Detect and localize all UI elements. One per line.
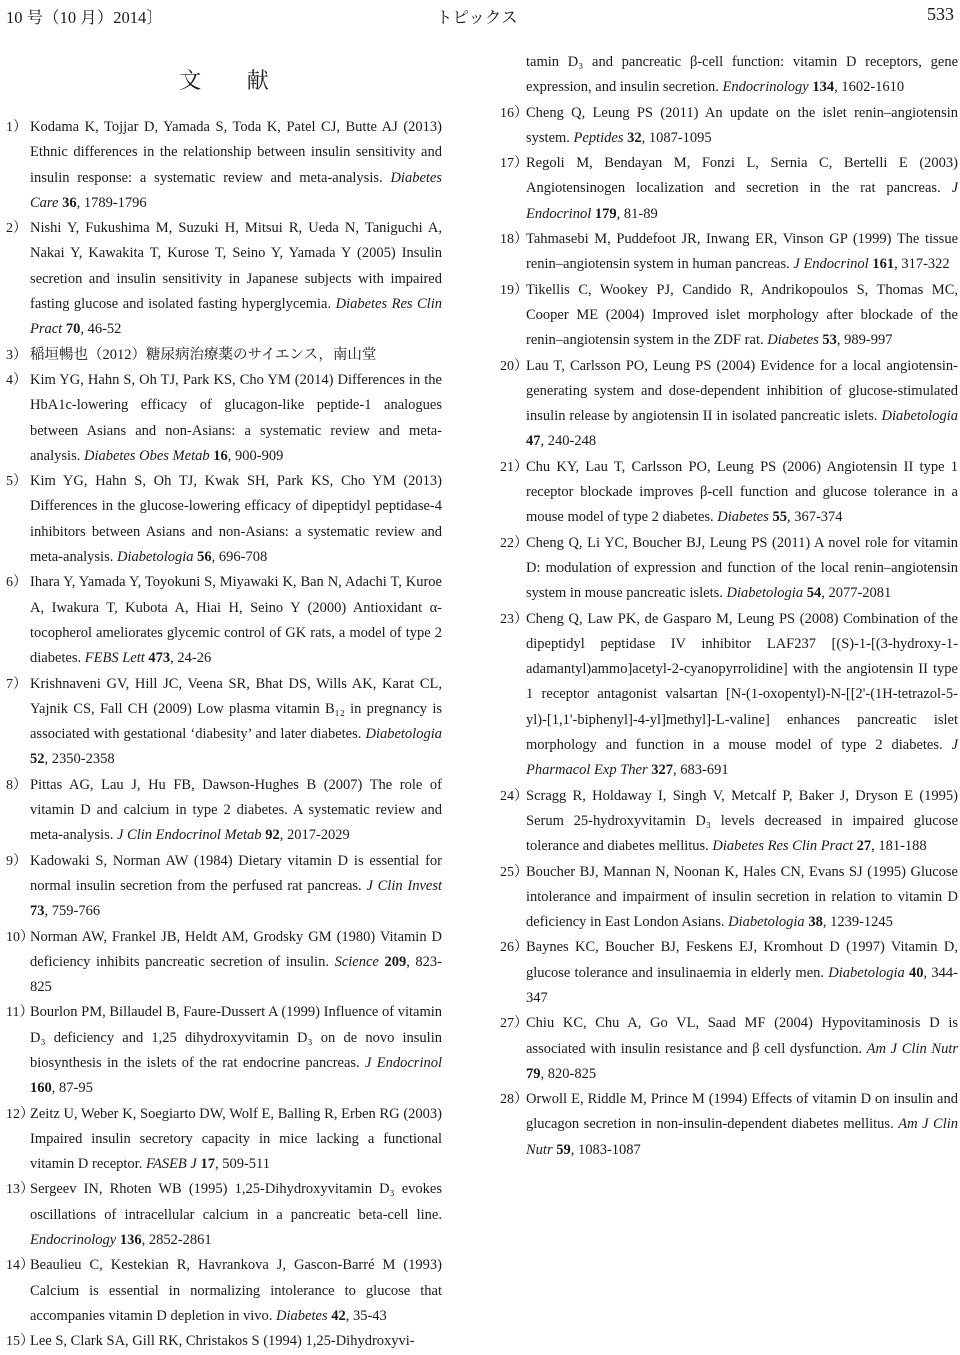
reference-item bbox=[6, 469, 442, 570]
reference-item bbox=[500, 455, 958, 531]
reference-text: tamin D₃ and pancreatic β-cell function: vitamin D receptors, gene expression, and insulin secretion. bbox=[526, 54, 958, 96]
reference-list-right bbox=[500, 101, 958, 1163]
reference-number: 17） bbox=[500, 156, 528, 172]
reference-text: Scragg R, Holdaway I, Singh V, Metcalf P, Baker J, Dryson E (1995) Serum 25-hydroxyvitamin D₃ levels decreased in impaired glucose tolerance and diabetes mellitus. bbox=[526, 787, 958, 855]
journal-volume: 136 bbox=[119, 1232, 142, 1249]
journal-pages: , 509-511 bbox=[214, 1156, 271, 1173]
journal-volume: 160 bbox=[30, 1080, 52, 1097]
journal-pages: , 2350-2358 bbox=[44, 751, 115, 768]
journal-name: Endocrinology bbox=[722, 79, 809, 96]
journal-name: Peptides bbox=[573, 129, 624, 146]
reference-number: 7） bbox=[6, 676, 27, 692]
journal-pages: , 24-26 bbox=[170, 650, 212, 667]
reference-item bbox=[6, 1000, 442, 1101]
journal-volume: 59 bbox=[556, 1141, 571, 1158]
reference-text: Tahmasebi M, Puddefoot JR, Inwang ER, Vinson GP (1999) The tissue renin–angiotensin system in human pancreas. bbox=[526, 231, 958, 273]
reference-number: 26） bbox=[500, 940, 528, 956]
journal-volume: 70 bbox=[65, 321, 81, 338]
journal-volume: 47 bbox=[526, 433, 541, 450]
reference-number: 2） bbox=[6, 221, 27, 237]
reference-number: 8） bbox=[6, 777, 27, 793]
journal-name: J Endocrinol bbox=[365, 1054, 443, 1071]
reference-text: Baynes KC, Boucher BJ, Feskens EJ, Kromhout D (1997) Vitamin D, glucose tolerance and insulinaemia in elderly men. bbox=[526, 939, 958, 981]
reference-text: 稲垣暢也（2012）糖尿病治療薬のサイエンス，南山堂 bbox=[30, 346, 377, 363]
reference-item bbox=[6, 368, 442, 469]
journal-pages: , 1789-1796 bbox=[76, 194, 147, 211]
journal-volume: 36 bbox=[62, 194, 77, 211]
reference-text: Kim YG, Hahn S, Oh TJ, Kwak SH, Park KS, Cho YM (2013) Differences in the glucose-lowering efficacy of dipeptidyl peptidase-4 inhibitors between Asians and non-Asians: a systematic review and meta-analysis. bbox=[30, 473, 442, 566]
reference-item bbox=[6, 1102, 442, 1178]
reference-number: 5） bbox=[6, 474, 27, 490]
journal-volume: 327 bbox=[651, 762, 673, 779]
journal-pages: , 1239-1245 bbox=[822, 914, 893, 931]
section-label: トピックス bbox=[436, 8, 518, 27]
reference-number: 9） bbox=[6, 853, 27, 869]
journal-pages: , 1087-1095 bbox=[641, 129, 712, 146]
reference-number: 23） bbox=[500, 611, 528, 627]
journal-pages: , 820-825 bbox=[540, 1065, 597, 1082]
journal-name: Diabetes Res Clin Pract bbox=[30, 296, 442, 338]
journal-volume: 52 bbox=[30, 751, 45, 768]
journal-name: J Pharmacol Exp Ther bbox=[526, 737, 958, 779]
reference-item bbox=[6, 1253, 442, 1329]
journal-name: Endocrinology bbox=[30, 1232, 117, 1249]
reference-item bbox=[6, 115, 442, 216]
reference-number: 19） bbox=[500, 282, 528, 298]
reference-number: 6） bbox=[6, 575, 27, 591]
reference-number: 27） bbox=[500, 1016, 528, 1032]
reference-list-left bbox=[6, 115, 442, 1355]
reference-text: Kodama K, Tojjar D, Yamada S, Toda K, Patel CJ, Butte AJ (2013) Ethnic differences in the relationship between insulin sensitivity and insulin response: a systematic review and meta-analysis. bbox=[30, 119, 442, 186]
reference-item bbox=[6, 925, 442, 1001]
reference-item bbox=[6, 773, 442, 849]
journal-name: Diabetes bbox=[276, 1307, 328, 1324]
reference-number: 20） bbox=[500, 358, 528, 374]
reference-number: 16） bbox=[500, 105, 528, 121]
journal-volume: 209 bbox=[384, 953, 407, 970]
reference-text: Tikellis C, Wookey PJ, Candido R, Andrikopoulos S, Thomas MC, Cooper ME (2004) Improved islet morphology after blockade of the renin–angiotensin system in the ZDF rat. bbox=[526, 281, 958, 349]
journal-pages: , 2852-2861 bbox=[141, 1232, 212, 1249]
journal-name: Am J Clin Nutr bbox=[866, 1040, 959, 1057]
reference-number: 11） bbox=[6, 1005, 34, 1021]
reference-number: 22） bbox=[500, 535, 528, 551]
reference-text: Chu KY, Lau T, Carlsson PO, Leung PS (2006) Angiotensin II type 1 receptor blockade improves β-cell function and glucose tolerance in a mouse model of type 2 diabetes. bbox=[526, 458, 958, 526]
reference-text: Cheng Q, Li YC, Boucher BJ, Leung PS (2011) A novel role for vitamin D: modulation of expression and function of the local renin–angiotensin system in mouse pancreatic islets. bbox=[526, 534, 958, 602]
journal-volume: 54 bbox=[806, 585, 822, 602]
reference-number: 3） bbox=[6, 347, 27, 363]
reference-item bbox=[6, 849, 442, 925]
journal-volume: 134 bbox=[812, 79, 835, 96]
reference-item bbox=[500, 860, 958, 936]
journal-name: Diabetologia bbox=[116, 549, 194, 566]
reference-text: Beaulieu C, Kestekian R, Havrankova J, Gascon-Barré M (1993) Calcium is essential in normalizing intolerance to glucose that accompanies vitamin D depletion in vivo. bbox=[30, 1257, 442, 1324]
reference-text: Kim YG, Hahn S, Oh TJ, Park KS, Cho YM (2014) Differences in the HbA1c-lowering efficacy of glucagon-like peptide-1 analogues between Asians and non-Asians: a systematic review and meta-analysis. bbox=[30, 371, 442, 464]
reference-item bbox=[500, 354, 958, 455]
reference-item bbox=[500, 607, 958, 784]
reference-item bbox=[6, 1329, 442, 1354]
reference-number: 13） bbox=[6, 1182, 34, 1198]
journal-name: J Clin Endocrinol Metab bbox=[116, 827, 262, 844]
reference-continuation bbox=[500, 50, 958, 101]
journal-volume: 16 bbox=[213, 447, 228, 464]
reference-number: 12） bbox=[6, 1106, 34, 1122]
reference-number: 1） bbox=[6, 120, 27, 135]
reference-number: 25） bbox=[500, 864, 528, 880]
issue-label: 10 号（10 月）2014〕 bbox=[6, 8, 163, 27]
journal-pages: , 87-95 bbox=[51, 1080, 93, 1097]
right-column bbox=[500, 50, 958, 1163]
journal-name: FASEB J bbox=[145, 1156, 197, 1173]
reference-item bbox=[6, 672, 442, 773]
journal-volume: 73 bbox=[30, 903, 45, 920]
journal-pages: , 240-248 bbox=[540, 433, 597, 450]
reference-item bbox=[6, 216, 442, 342]
journal-name: J Clin Invest bbox=[366, 877, 442, 894]
journal-name: Am J Clin Nutr bbox=[526, 1116, 959, 1158]
journal-volume: 27 bbox=[856, 838, 872, 855]
reference-text: Kadowaki S, Norman AW (1984) Dietary vitamin D is essential for normal insulin secretion from the perfused rat pancreas. bbox=[30, 852, 442, 894]
journal-pages: , 823-825 bbox=[30, 953, 443, 996]
reference-number: 28） bbox=[500, 1092, 528, 1108]
journal-volume: 17 bbox=[200, 1156, 215, 1173]
reference-number: 10） bbox=[6, 929, 34, 945]
journal-pages: , 344-347 bbox=[526, 964, 958, 1006]
reference-item bbox=[6, 1177, 442, 1253]
journal-name: Diabetologia bbox=[365, 726, 442, 743]
reference-item bbox=[500, 151, 958, 227]
journal-pages: , 1083-1087 bbox=[570, 1141, 641, 1158]
reference-number: 14） bbox=[6, 1258, 34, 1274]
reference-item bbox=[500, 784, 958, 860]
journal-pages: , 2077-2081 bbox=[821, 585, 892, 602]
journal-name: Diabetologia bbox=[828, 964, 905, 981]
reference-text: Norman AW, Frankel JB, Heldt AM, Grodsky GM (1980) Vitamin D deficiency inhibits pancreatic secretion of insulin. bbox=[30, 928, 442, 970]
journal-name: Diabetologia bbox=[728, 914, 805, 931]
reference-number: 21） bbox=[500, 459, 528, 475]
reference-text: Boucher BJ, Mannan N, Noonan K, Hales CN, Evans SJ (1995) Glucose intolerance and impairment of insulin secretion in relation to vitamin D deficiency in East London Asians. bbox=[526, 863, 958, 931]
journal-volume: 79 bbox=[526, 1065, 541, 1082]
reference-number: 18） bbox=[500, 232, 528, 248]
journal-name: Diabetes Care bbox=[30, 169, 442, 211]
reference-number: 24） bbox=[500, 788, 528, 804]
journal-volume: 42 bbox=[331, 1307, 346, 1324]
reference-text: Orwoll E, Riddle M, Prince M (1994) Effects of vitamin D on insulin and glucagon secretion in non-insulin-dependent diabetes mellitus. bbox=[526, 1091, 958, 1133]
journal-pages: , 35-43 bbox=[345, 1307, 387, 1324]
journal-pages: , 696-708 bbox=[211, 549, 268, 566]
reference-text: Sergeev IN, Rhoten WB (1995) 1,25-Dihydroxyvitamin D₃ evokes oscillations of intracellular calcium in a pancreatic beta-cell line. bbox=[30, 1181, 442, 1223]
journal-pages: , 181-188 bbox=[871, 838, 927, 855]
reference-text: Zeitz U, Weber K, Soegiarto DW, Wolf E, Balling R, Erben RG (2003) Impaired insulin secretory capacity in mice lacking a functional vitamin D receptor. bbox=[30, 1105, 442, 1173]
reference-text: Cheng Q, Law PK, de Gasparo M, Leung PS (2008) Combination of the dipeptidyl peptidase IV inhibitor LAF237 [(S)-1-[(3-hydroxy-1-adamantyl)ammo]acetyl-2-cyanopyrrolidine] with the angiotensin II type 1 receptor antagonist valsartan [N-(1-oxopentyl)-N-[[2'-(1H-tetrazol-5-yl)-[1,1'-biphenyl]-4-yl]methyl]-L-valine] enhances pancreatic islet morphology and function in a mouse model of type 2 diabetes. bbox=[526, 610, 958, 754]
journal-volume: 32 bbox=[627, 129, 642, 146]
reference-item bbox=[500, 227, 958, 278]
journal-volume: 92 bbox=[265, 827, 280, 844]
reference-item bbox=[500, 278, 958, 354]
reference-item bbox=[6, 343, 442, 368]
journal-pages: , 81-89 bbox=[616, 205, 658, 222]
page-number: 533 bbox=[927, 4, 954, 24]
reference-number: 15） bbox=[6, 1334, 34, 1350]
journal-name: Diabetes bbox=[717, 509, 769, 526]
running-header bbox=[0, 0, 960, 34]
reference-item bbox=[500, 531, 958, 607]
reference-text: Pittas AG, Lau J, Hu FB, Dawson-Hughes B (2007) The role of vitamin D and calcium in type 2 diabetes. A systematic review and meta-analysis. bbox=[30, 776, 442, 844]
journal-name: Science bbox=[334, 953, 379, 970]
left-column bbox=[6, 48, 442, 1355]
journal-pages: , 759-766 bbox=[44, 903, 101, 920]
reference-text: Regoli M, Bendayan M, Fonzi L, Sernia C, Bertelli E (2003) Angiotensinogen localization and secretion in the rat pancreas. bbox=[526, 155, 958, 197]
journal-name: J Endocrinol bbox=[793, 256, 869, 273]
journal-pages: , 989-997 bbox=[836, 332, 893, 349]
journal-volume: 473 bbox=[148, 650, 171, 667]
journal-volume: 179 bbox=[594, 205, 617, 222]
journal-pages: , 2017-2029 bbox=[279, 827, 350, 844]
reference-item bbox=[500, 1011, 958, 1087]
journal-pages: , 46-52 bbox=[80, 321, 122, 338]
references-heading: 文 献 bbox=[179, 68, 289, 93]
reference-text: Bourlon PM, Billaudel B, Faure-Dussert A (1999) Influence of vitamin D₃ deficiency and 1,25 dihydroxyvitamin D₃ on de novo insulin biosynthesis in the islets of the rat endocrine pancreas. bbox=[30, 1004, 442, 1071]
journal-pages: , 900-909 bbox=[227, 447, 284, 464]
reference-item bbox=[500, 935, 958, 1011]
journal-volume: 38 bbox=[808, 914, 823, 931]
journal-name: J Endocrinol bbox=[526, 180, 958, 222]
journal-name: Diabetes bbox=[767, 332, 819, 349]
journal-volume: 55 bbox=[772, 509, 787, 526]
journal-volume: 40 bbox=[909, 964, 924, 981]
journal-name: Diabetes Res Clin Pract bbox=[712, 838, 853, 855]
journal-volume: 53 bbox=[822, 332, 837, 349]
journal-name: Diabetologia bbox=[726, 585, 804, 602]
journal-pages: , 317-322 bbox=[894, 256, 950, 273]
journal-volume: 161 bbox=[872, 256, 895, 273]
reference-text: Chiu KC, Chu A, Go VL, Saad MF (2004) Hypovitaminosis D is associated with insulin resistance and β cell dysfunction. bbox=[526, 1015, 958, 1057]
reference-text: Ihara Y, Yamada Y, Toyokuni S, Miyawaki K, Ban N, Adachi T, Kuroe A, Iwakura T, Kubota A, Hiai H, Seino Y (2000) Antioxidant α-tocopherol ameliorates glycemic control of GK rats, a model of type 2 diabetes. bbox=[30, 574, 442, 667]
reference-text: Lau T, Carlsson PO, Leung PS (2004) Evidence for a local angiotensin-generating system and dose-dependent inhibition of glucose-stimulated insulin release by angiotensin II in isolated pancreatic islets. bbox=[526, 357, 958, 425]
reference-item bbox=[6, 570, 442, 671]
reference-item bbox=[500, 101, 958, 152]
journal-pages: , 1602-1610 bbox=[834, 79, 905, 96]
journal-name: Diabetologia bbox=[881, 408, 958, 425]
reference-number: 4） bbox=[6, 372, 27, 388]
journal-name: FEBS Lett bbox=[84, 650, 145, 667]
reference-text: Cheng Q, Leung PS (2011) An update on the islet renin–angiotensin system. bbox=[526, 104, 958, 146]
journal-pages: , 683-691 bbox=[673, 762, 729, 779]
journal-volume: 56 bbox=[197, 549, 212, 566]
journal-pages: , 367-374 bbox=[786, 509, 843, 526]
reference-text: Lee S, Clark SA, Gill RK, Christakos S (1994) 1,25-Dihydroxyvi- bbox=[30, 1333, 415, 1350]
journal-name: Diabetes Obes Metab bbox=[83, 447, 210, 464]
reference-text: Krishnaveni GV, Hill JC, Veena SR, Bhat DS, Wills AK, Karat CL, Yajnik CS, Fall CH (2009) Low plasma vitamin B₁₂ in pregnancy is associated with gestational ‘diabesity’ and later diabetes. bbox=[30, 675, 442, 743]
reference-item bbox=[500, 1087, 958, 1163]
reference-text: Nishi Y, Fukushima M, Suzuki H, Mitsui R, Ueda N, Taniguchi A, Nakai Y, Kawakita T, Kurose T, Seino Y, Yamada Y (2005) Insulin secretion and insulin sensitivity in Japanese subjects with impaired fasting glucose and isolated fasting hyperglycemia. bbox=[30, 220, 442, 313]
